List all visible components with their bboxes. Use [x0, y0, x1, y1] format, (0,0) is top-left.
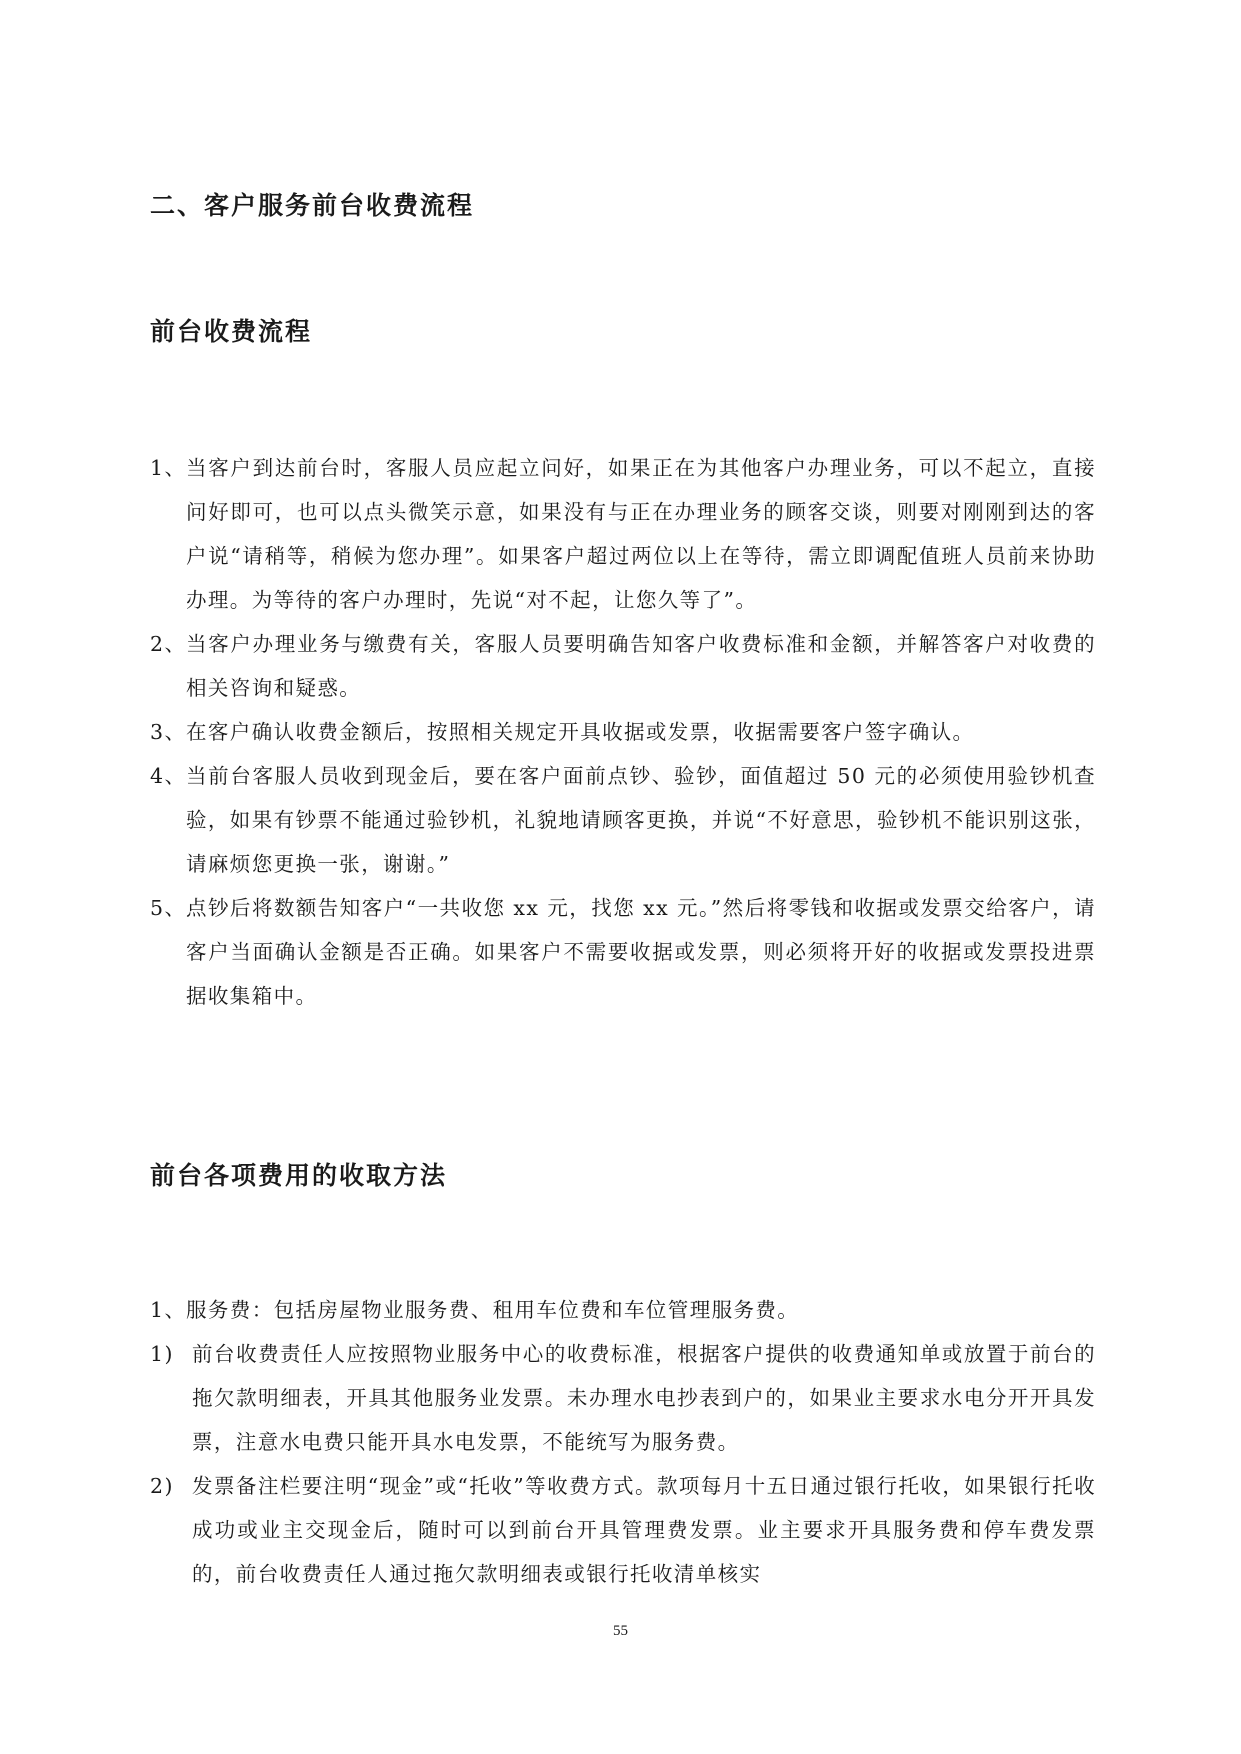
- item-text: 当客户到达前台时，客服人员应起立问好，如果正在为其他客户办理业务，可以不起立，直接问好即可，也可以点头微笑示意，如果没有与正在办理业务的顾客交谈，则要对刚刚到达的客户说“请稍等，稍候为您办理”。如果客户超过两位以上在等待，需立即调配值班人员前来协助办理。为等待的客户办理时，先说“对不起，让您久等了”。: [186, 456, 1096, 612]
- item-text: 当客户办理业务与缴费有关，客服人员要明确告知客户收费标准和金额，并解答客户对收费的相关咨询和疑惑。: [186, 632, 1096, 700]
- list-item: [150, 1288, 1096, 1332]
- item-text: 服务费：包括房屋物业服务费、租用车位费和车位管理服务费。: [186, 1298, 800, 1322]
- fee-process-list: [150, 446, 1096, 1018]
- list-item: [150, 1332, 1096, 1464]
- item-number: 1、: [150, 456, 187, 480]
- list-item: [150, 710, 1096, 754]
- page-number: 55: [613, 1623, 628, 1639]
- subsection-title-fee-methods: 前台各项费用的收取方法: [150, 1161, 448, 1190]
- item-text: 当前台客服人员收到现金后，要在客户面前点钞、验钞，面值超过 50 元的必须使用验钞机查验，如果有钞票不能通过验钞机，礼貌地请顾客更换，并说“不好意思，验钞机不能识别这张，请麻烦您更换一张，谢谢。”: [186, 764, 1096, 876]
- item-number: 1): [150, 1342, 174, 1366]
- item-text: 发票备注栏要注明“现金”或“托收”等收费方式。款项每月十五日通过银行托收，如果银行托收成功或业主交现金后，随时可以到前台开具管理费发票。业主要求开具服务费和停车费发票的，前台收费责任人通过拖欠款明细表或银行托收清单核实: [192, 1474, 1096, 1586]
- item-number: 4、: [150, 764, 187, 788]
- item-number: 1、: [150, 1298, 187, 1322]
- item-number: 2、: [150, 632, 187, 656]
- list-item: [150, 1464, 1096, 1596]
- item-number: 5、: [150, 896, 187, 920]
- subsection-title-fee-process: 前台收费流程: [150, 317, 313, 346]
- list-item: [150, 886, 1096, 1018]
- item-text: 点钞后将数额告知客户“一共收您 xx 元，找您 xx 元。”然后将零钱和收据或发票交给客户，请客户当面确认金额是否正确。如果客户不需要收据或发票，则必须将开好的收据或发票投进票据收集箱中。: [186, 896, 1096, 1008]
- item-text: 在客户确认收费金额后，按照相关规定开具收据或发票，收据需要客户签字确认。: [186, 720, 975, 744]
- fee-methods-list: [150, 1288, 1096, 1596]
- item-number: 3、: [150, 720, 187, 744]
- item-number: 2): [150, 1474, 174, 1498]
- list-item: [150, 622, 1096, 710]
- list-item: [150, 446, 1096, 622]
- list-item: [150, 754, 1096, 886]
- section-title: 二、客户服务前台收费流程: [150, 191, 475, 220]
- item-text: 前台收费责任人应按照物业服务中心的收费标准，根据客户提供的收费通知单或放置于前台的拖欠款明细表，开具其他服务业发票。未办理水电抄表到户的，如果业主要求水电分开开具发票，注意水电费只能开具水电发票，不能统写为服务费。: [192, 1342, 1096, 1454]
